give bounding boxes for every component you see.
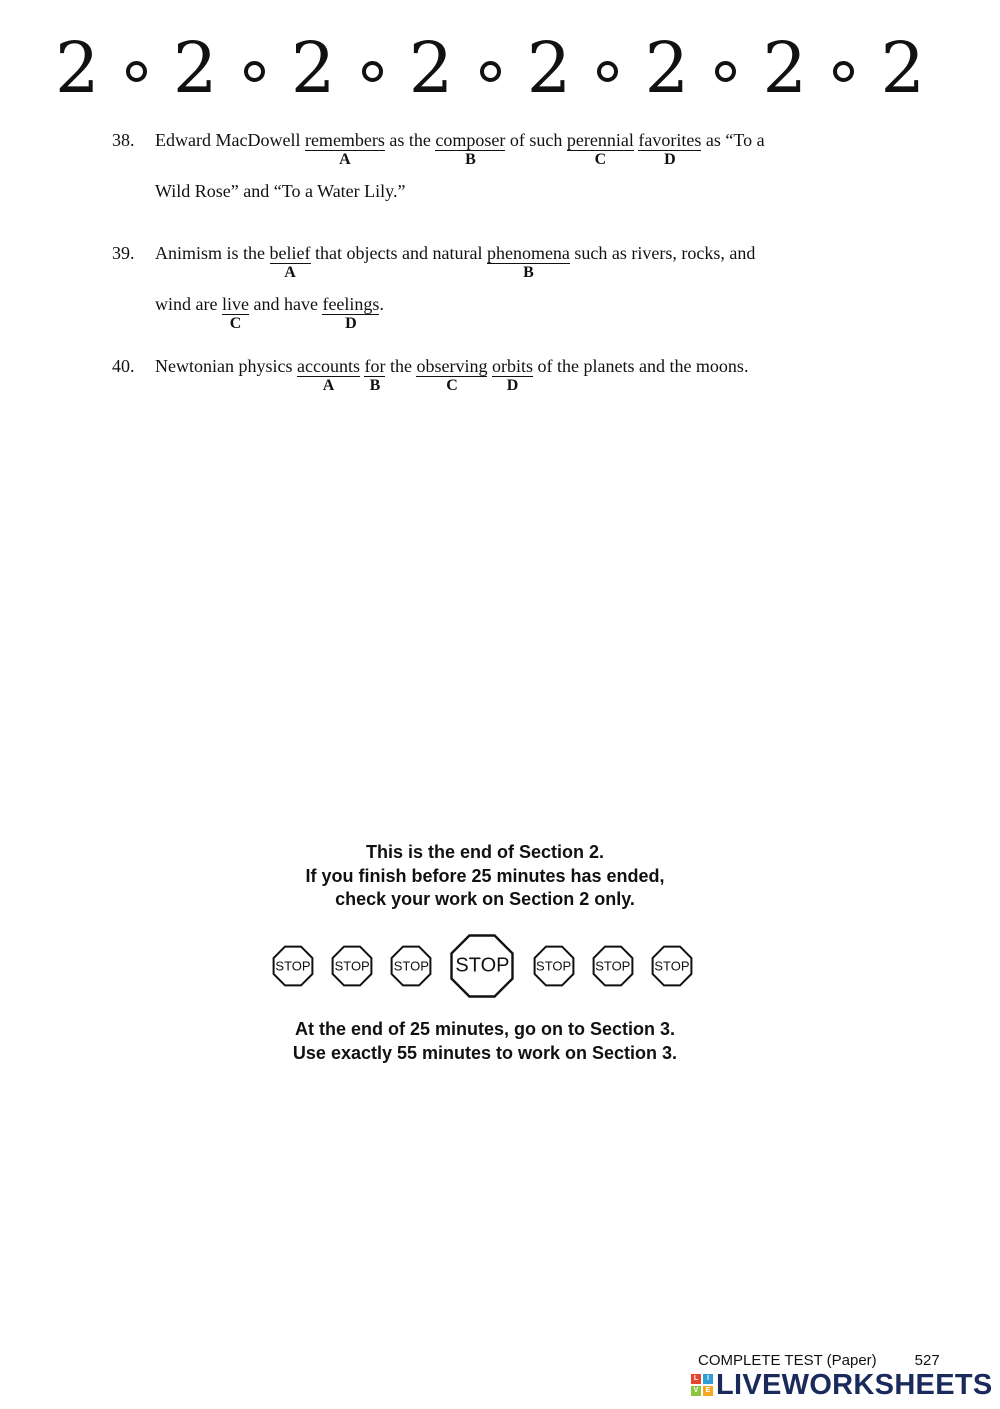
stop-sign-row [270, 930, 695, 1002]
choice-word: composer [435, 130, 506, 150]
choice-letter: B [369, 377, 381, 394]
logo-tile: E [703, 1386, 713, 1396]
banner-dot-icon [597, 61, 618, 82]
question-text: that objects and natural [310, 243, 487, 263]
underlined-choice[interactable] [304, 130, 385, 168]
test-label: COMPLETE TEST (Paper) [698, 1352, 877, 1369]
stop-label: STOP [275, 958, 311, 974]
choice-word: live [221, 294, 249, 314]
choice-letter: B [465, 151, 476, 168]
end-section-notice [200, 841, 770, 912]
question-text: as the [384, 130, 436, 150]
question-line [155, 294, 384, 338]
next-section-line: Use exactly 55 minutes to work on Section 3. [292, 1042, 678, 1063]
banner-digit: 2 [644, 26, 690, 109]
next-section-notice [200, 1018, 770, 1065]
end-section-line: If you finish before 25 minutes has ended, [305, 865, 665, 886]
stop-label: STOP [334, 958, 370, 974]
banner-dot-icon [715, 61, 736, 82]
choice-letter: C [594, 151, 607, 168]
underlined-choice[interactable] [364, 356, 386, 394]
question-line [155, 356, 748, 400]
banner-digit: 2 [290, 26, 336, 109]
underlined-choice[interactable] [221, 294, 249, 332]
stop-sign-icon [531, 943, 577, 989]
question-text: Wild Rose” and “To a Water Lily.” [155, 181, 406, 201]
question-line [155, 243, 755, 287]
stop-label: STOP [536, 958, 572, 974]
question-number: 38. [112, 130, 135, 150]
question-line [155, 181, 405, 225]
underlined-choice[interactable] [638, 130, 702, 168]
choice-letter: D [664, 151, 676, 168]
choice-word: for [364, 356, 386, 376]
page-number: 527 [914, 1352, 940, 1369]
banner-digit: 2 [172, 26, 218, 109]
choice-word: observing [416, 356, 488, 376]
choice-word: remembers [304, 130, 385, 150]
question-text: wind are [155, 294, 222, 314]
stop-sign-icon [590, 943, 636, 989]
banner-dot-icon [362, 61, 383, 82]
underlined-choice[interactable] [491, 356, 533, 394]
choice-word: feelings [322, 294, 380, 314]
logo-grid-icon [691, 1374, 713, 1396]
question-text: of such [505, 130, 567, 150]
underlined-choice[interactable] [322, 294, 380, 332]
logo-tile: V [691, 1386, 701, 1396]
liveworksheets-logo [691, 1369, 993, 1401]
end-section-line: check your work on Section 2 only. [335, 889, 635, 909]
underlined-choice[interactable] [486, 243, 570, 281]
stop-label: STOP [393, 958, 429, 974]
underlined-choice[interactable] [416, 356, 488, 394]
question-text: as “To a [701, 130, 765, 150]
logo-tile: I [703, 1374, 713, 1384]
choice-word: favorites [638, 130, 702, 150]
banner-digit: 2 [408, 26, 454, 109]
banner-digit: 2 [762, 26, 808, 109]
stop-sign-icon [388, 943, 434, 989]
next-section-line: At the end of 25 minutes, go on to Section 3. [294, 1019, 676, 1039]
choice-letter: D [345, 315, 357, 332]
banner-dot-icon [833, 61, 854, 82]
banner-digit: 2 [526, 26, 572, 109]
stop-label: STOP [595, 958, 631, 974]
banner-dot-icon [244, 61, 265, 82]
choice-letter: D [506, 377, 519, 394]
underlined-choice[interactable] [435, 130, 506, 168]
question-text: . [379, 294, 384, 314]
question-text: the [385, 356, 417, 376]
brand-name: LIVEWORKSHEETS [716, 1368, 993, 1401]
stop-sign-large-icon [447, 931, 517, 1001]
question-number: 39. [112, 243, 135, 263]
underlined-choice[interactable] [269, 243, 311, 281]
stop-label: STOP [654, 958, 690, 974]
section-banner [55, 26, 925, 109]
choice-word: accounts [296, 356, 360, 376]
choice-letter: C [446, 377, 458, 394]
question-text: of the planets and the moons. [532, 356, 749, 376]
banner-digit: 2 [880, 26, 925, 109]
choice-letter: A [322, 377, 335, 394]
underlined-choice[interactable] [566, 130, 634, 168]
choice-word: orbits [491, 356, 533, 376]
question-line [155, 130, 765, 174]
choice-letter: A [284, 264, 296, 281]
choice-letter: B [523, 264, 534, 281]
stop-sign-icon [649, 943, 695, 989]
question-number: 40. [112, 356, 135, 376]
choice-word: belief [269, 243, 311, 263]
stop-sign-icon [329, 943, 375, 989]
banner-dot-icon [126, 61, 147, 82]
end-section-line: This is the end of Section 2. [365, 842, 605, 862]
question-text: such as rivers, rocks, and [569, 243, 756, 263]
stop-sign-icon [270, 943, 316, 989]
choice-letter: C [229, 315, 242, 332]
banner-digit: 2 [55, 26, 100, 109]
choice-word: phenomena [486, 243, 570, 263]
stop-label: STOP [455, 954, 510, 977]
question-text: Edward MacDowell [155, 130, 305, 150]
page-footer [698, 1352, 940, 1369]
logo-tile: L [691, 1374, 701, 1384]
choice-word: perennial [566, 130, 634, 150]
banner-dot-icon [480, 61, 501, 82]
underlined-choice[interactable] [296, 356, 360, 394]
question-text: Animism is the [155, 243, 270, 263]
choice-letter: A [339, 151, 351, 168]
question-text: Newtonian physics [155, 356, 297, 376]
question-text: and have [248, 294, 323, 314]
